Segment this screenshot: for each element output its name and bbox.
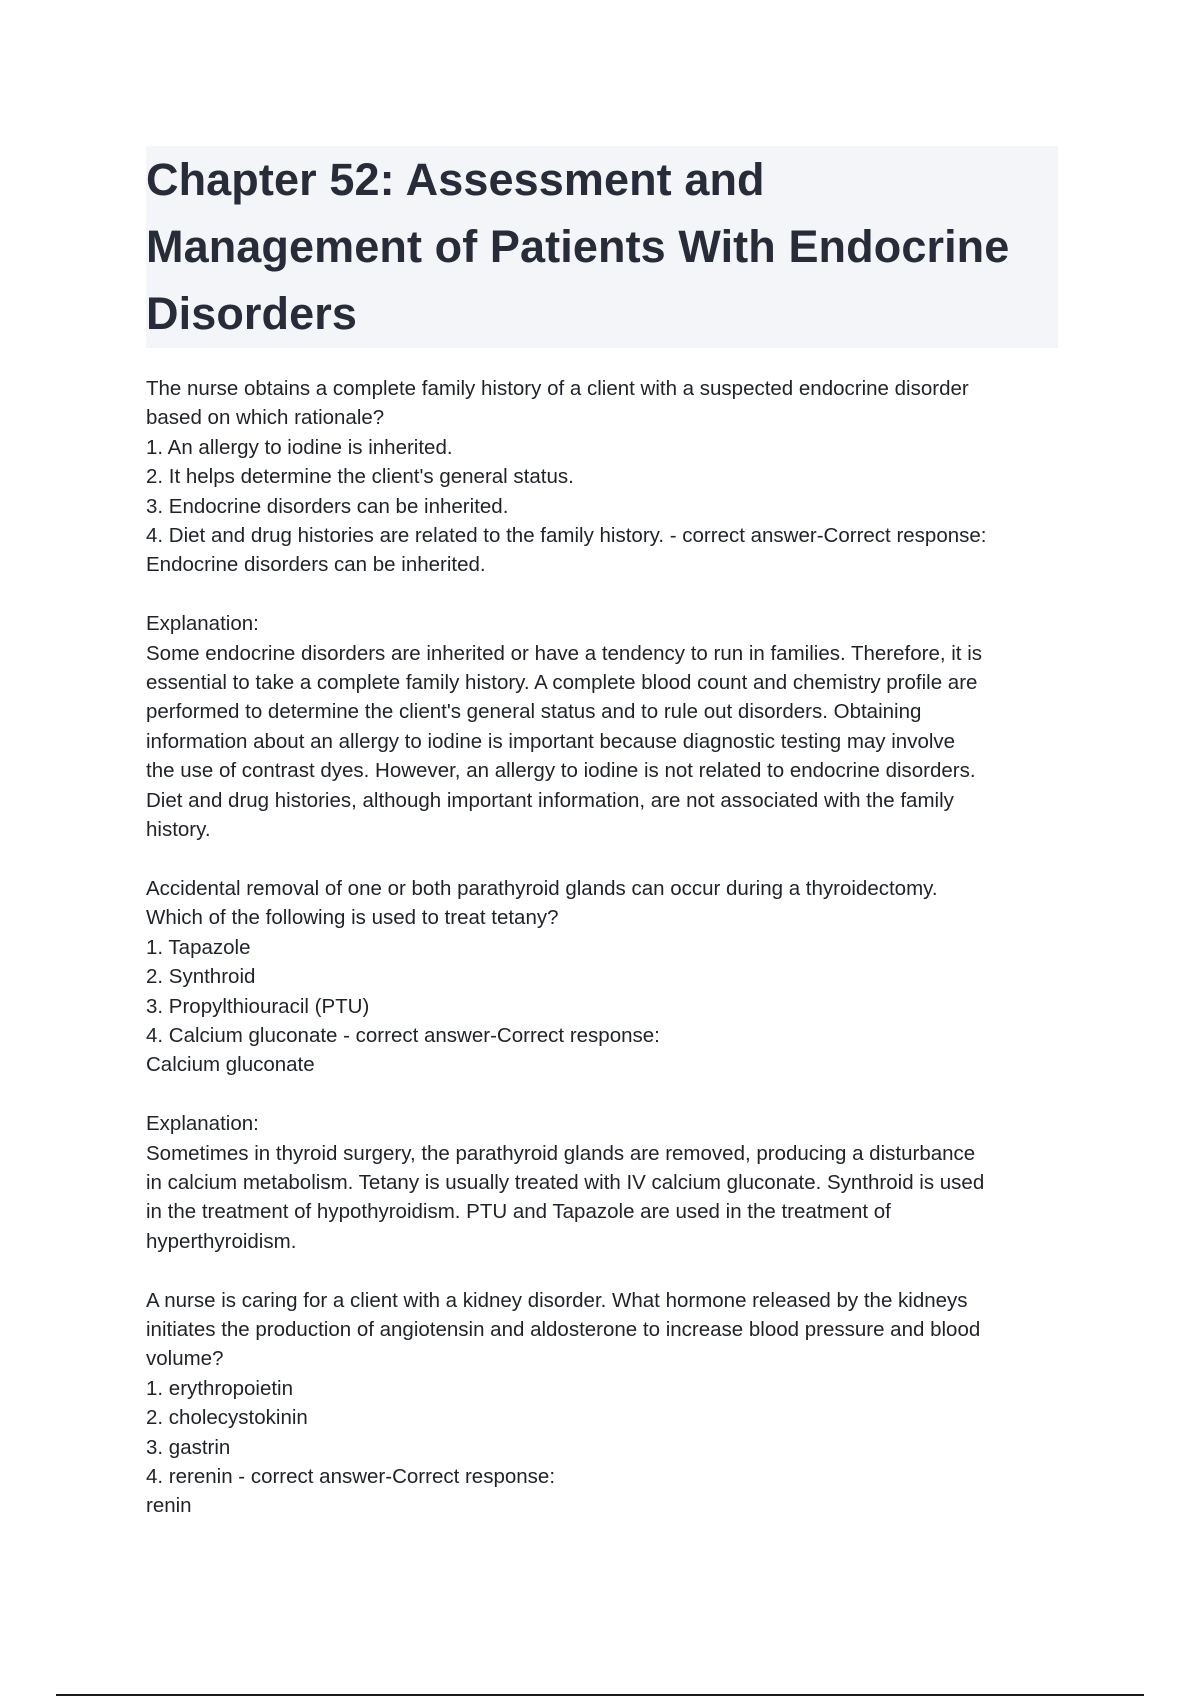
correct-answer: renin bbox=[146, 1494, 192, 1518]
correct-answer: Calcium gluconate bbox=[146, 1053, 315, 1077]
explanation-line: Sometimes in thyroid surgery, the parathyroid glands are removed, producing a disturbance bbox=[146, 1141, 976, 1165]
explanation-line: Diet and drug histories, although important information, are not associated with the family bbox=[146, 788, 954, 812]
answer-option: 1. erythropoietin bbox=[146, 1376, 294, 1400]
paragraph-gap bbox=[146, 1080, 1066, 1109]
explanation-label: Explanation: bbox=[146, 612, 259, 636]
title-line: Chapter 52: Assessment and bbox=[146, 154, 765, 205]
answer-option: 3. gastrin bbox=[146, 1435, 231, 1459]
question-stem-line: initiates the production of angiotensin and aldosterone to increase blood pressure and blood bbox=[146, 1317, 981, 1341]
answer-option: 3. Endocrine disorders can be inherited. bbox=[146, 494, 509, 518]
answer-option: 2. Synthroid bbox=[146, 965, 256, 989]
answer-option: 1. An allergy to iodine is inherited. bbox=[146, 435, 453, 459]
paragraph-gap bbox=[146, 580, 1066, 609]
question-stem-line: Accidental removal of one or both parathyroid glands can occur during a thyroidectomy. bbox=[146, 876, 938, 900]
paragraph-gap bbox=[146, 1256, 1066, 1285]
explanation-line: the use of contrast dyes. However, an allergy to iodine is not related to endocrine disorders. bbox=[146, 759, 976, 783]
answer-option: 4. Diet and drug histories are related to the family history. - correct answer-Correct response: bbox=[146, 524, 987, 548]
question-2 bbox=[146, 874, 1066, 1256]
question-stem-line: Which of the following is used to treat tetany? bbox=[146, 906, 559, 930]
explanation-line: hyperthyroidism. bbox=[146, 1229, 297, 1253]
footer-divider bbox=[56, 1694, 1144, 1696]
explanation-line: history. bbox=[146, 818, 211, 842]
question-stem-line: The nurse obtains a complete family history of a client with a suspected endocrine disorder bbox=[146, 377, 969, 400]
answer-option: 2. It helps determine the client's general status. bbox=[146, 465, 574, 489]
question-stem-line: A nurse is caring for a client with a kidney disorder. What hormone released by the kidneys bbox=[146, 1288, 968, 1312]
explanation-line: in calcium metabolism. Tetany is usually treated with IV calcium gluconate. Synthroid is used bbox=[146, 1170, 985, 1194]
paragraph-gap bbox=[146, 844, 1066, 873]
question-3 bbox=[146, 1286, 1066, 1521]
question-1 bbox=[146, 374, 1066, 844]
explanation-line: essential to take a complete family history. A complete blood count and chemistry profile are bbox=[146, 671, 978, 695]
question-stem-line: based on which rationale? bbox=[146, 406, 385, 430]
explanation-line: Some endocrine disorders are inherited or have a tendency to run in families. Therefore, it is bbox=[146, 641, 983, 665]
document-body bbox=[146, 374, 1066, 1521]
explanation-label: Explanation: bbox=[146, 1112, 259, 1136]
answer-option: 4. Calcium gluconate - correct answer-Correct response: bbox=[146, 1023, 660, 1047]
correct-answer: Endocrine disorders can be inherited. bbox=[146, 553, 486, 577]
answer-option: 3. Propylthiouracil (PTU) bbox=[146, 994, 370, 1018]
question-stem-line: volume? bbox=[146, 1347, 224, 1371]
explanation-line: information about an allergy to iodine is important because diagnostic testing may involve bbox=[146, 729, 956, 753]
title-line: Management of Patients With Endocrine bbox=[146, 221, 1010, 272]
answer-option: 2. cholecystokinin bbox=[146, 1406, 308, 1430]
chapter-title bbox=[146, 146, 1058, 347]
explanation-line: performed to determine the client's general status and to rule out disorders. Obtaining bbox=[146, 700, 922, 724]
explanation-line: in the treatment of hypothyroidism. PTU and Tapazole are used in the treatment of bbox=[146, 1200, 891, 1224]
chapter-title-block bbox=[146, 146, 1058, 348]
answer-option: 1. Tapazole bbox=[146, 935, 251, 959]
title-line: Disorders bbox=[146, 288, 357, 339]
answer-option: 4. rerenin - correct answer-Correct response: bbox=[146, 1464, 556, 1488]
